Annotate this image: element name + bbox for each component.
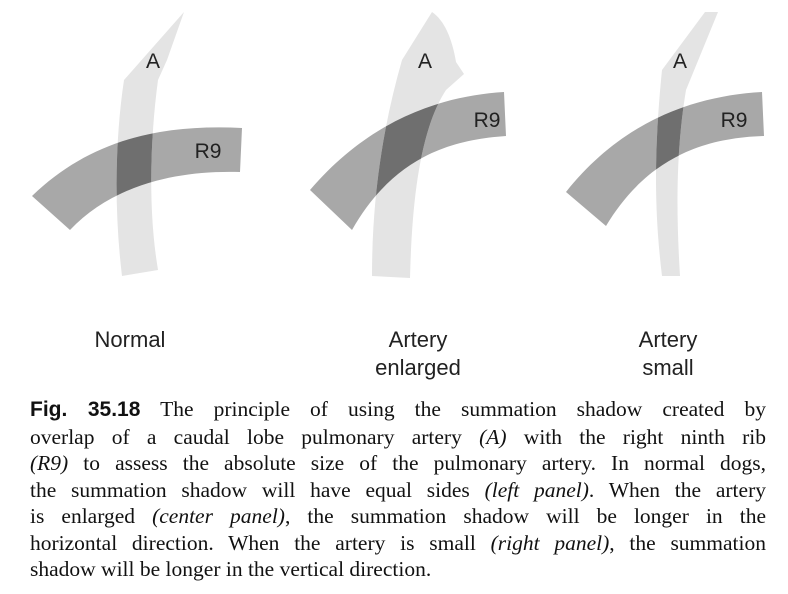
- rib-label: R9: [473, 109, 501, 132]
- panel-caption-line: small: [642, 355, 694, 380]
- caption-text: shadow will be longer in the vertical direction.: [30, 557, 432, 581]
- panel-caption-enlarged: [348, 326, 488, 382]
- rib-label: R9: [720, 109, 748, 132]
- caption-italic: (right panel): [490, 530, 610, 555]
- artery-label: A: [417, 50, 433, 73]
- caption-line: [30, 396, 766, 424]
- panel-caption-line: Artery: [638, 327, 698, 352]
- caption-text: . When the artery: [588, 477, 766, 502]
- caption-italic: (A): [479, 424, 507, 449]
- panel-caption-small: [608, 326, 728, 382]
- caption-line: [30, 503, 766, 530]
- caption-text: The principle of using the summation shadow created by: [140, 397, 766, 421]
- caption-line: [30, 477, 766, 504]
- panel-caption-line: enlarged: [375, 355, 461, 380]
- panel-caption-line: Normal: [94, 327, 166, 352]
- caption-text: , the summation shadow will be longer in the: [284, 504, 766, 528]
- figure-label: Fig. 35.18: [30, 398, 141, 421]
- caption-line: [30, 424, 766, 451]
- caption-text: with the right ninth rib: [506, 424, 766, 449]
- caption-italic: (left panel): [484, 477, 589, 502]
- panel-artery-small: [566, 12, 764, 276]
- panel-caption-line: Artery: [388, 327, 448, 352]
- caption-italic: (center panel): [152, 504, 285, 528]
- artery-label: A: [672, 50, 688, 73]
- panel-caption-normal: [70, 326, 190, 354]
- caption-text: , the summation: [609, 530, 766, 555]
- rib-label: R9: [194, 140, 222, 163]
- figure-caption: [30, 396, 766, 583]
- caption-line: [30, 450, 766, 477]
- caption-text: is enlarged: [30, 504, 153, 528]
- panel-artery-enlarged: [310, 12, 506, 278]
- artery-label: A: [145, 50, 161, 73]
- caption-italic: (R9): [30, 451, 69, 475]
- caption-text: overlap of a caudal lobe pulmonary artery: [30, 424, 480, 449]
- caption-text: the summation shadow will have equal sides: [30, 477, 485, 502]
- panel-normal: [32, 12, 242, 276]
- caption-line: [30, 556, 766, 583]
- caption-text: to assess the absolute size of the pulmonary artery. In normal dogs,: [68, 451, 766, 475]
- caption-line: [30, 530, 766, 557]
- caption-text: horizontal direction. When the artery is small: [30, 530, 491, 555]
